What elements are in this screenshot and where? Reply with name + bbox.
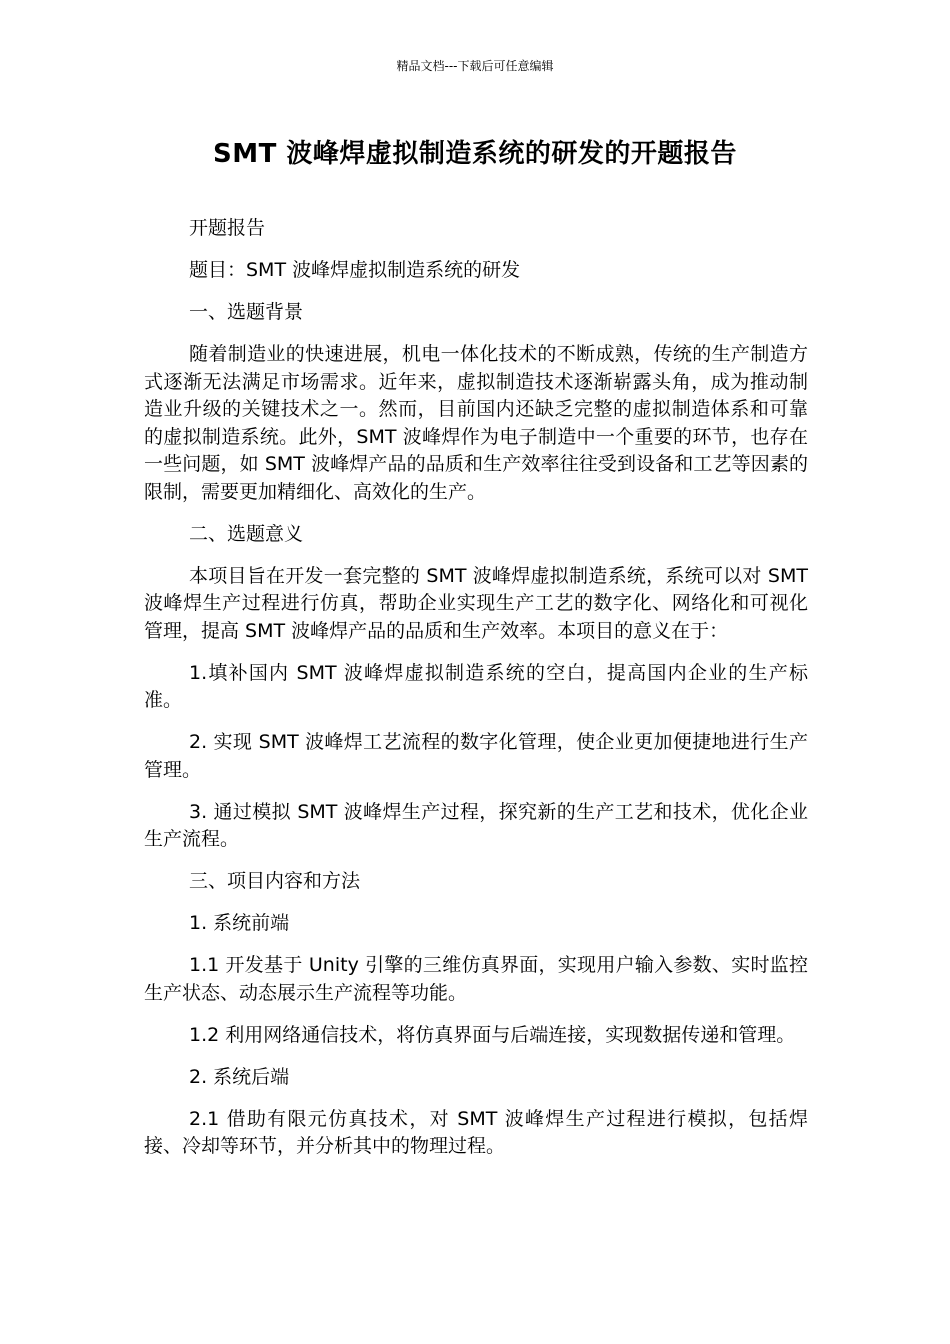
list-item-frontend-1-1: 1.1 开发基于 Unity 引擎的三维仿真界面，实现用户输入参数、实时监控生产状态、动态展示生产流程等功能。 xyxy=(144,954,808,1004)
section-heading-background: 一、选题背景 xyxy=(189,301,304,323)
list-item-significance-3: 3. 通过模拟 SMT 波峰焊生产过程，探究新的生产工艺和技术，优化企业生产流程。 xyxy=(144,800,808,850)
page-header: 精品文档---下载后可任意编辑 xyxy=(396,59,554,73)
document-body xyxy=(144,215,808,1175)
subheading-backend: 2. 系统后端 xyxy=(189,1065,290,1088)
list-item-backend-2-1: 2.1 借助有限元仿真技术，对 SMT 波峰焊生产过程进行模拟，包括焊接、冷却等环节，并分析其中的物理过程。 xyxy=(144,1107,808,1157)
list-item-significance-2: 2. 实现 SMT 波峰焊工艺流程的数字化管理，使企业更加便捷地进行生产管理。 xyxy=(144,731,808,781)
paragraph-background: 随着制造业的快速进展，机电一体化技术的不断成熟，传统的生产制造方式逐渐无法满足市场需求。近年来，虚拟制造技术逐渐崭露头角，成为推动制造业升级的关键技术之一。然而，目前国内还缺乏完整的虚拟制造体系和可靠的虚拟制造系统。此外，SMT 波峰焊作为电子制造中一个重要的环节，也存在一些问题，如 SMT 波峰焊产品的品质和生产效率往往受到设备和工艺等因素的限制，需要更加精细化、高效化的生产。 xyxy=(144,343,808,503)
list-item-frontend-1-2: 1.2 利用网络通信技术，将仿真界面与后端连接，实现数据传递和管理。 xyxy=(189,1023,796,1046)
list-item-significance-1: 1.填补国内 SMT 波峰焊虚拟制造系统的空白，提高国内企业的生产标准。 xyxy=(144,661,808,711)
paragraph-report-label: 开题报告 xyxy=(189,217,266,239)
section-heading-content-methods: 三、项目内容和方法 xyxy=(189,870,361,892)
section-heading-significance: 二、选题意义 xyxy=(189,522,304,545)
subheading-frontend: 1. 系统前端 xyxy=(189,912,290,934)
document-title: SMT 波峰焊虚拟制造系统的研发的开题报告 xyxy=(213,139,737,169)
paragraph-significance: 本项目旨在开发一套完整的 SMT 波峰焊虚拟制造系统，系统可以对 SMT 波峰焊生产过程进行仿真，帮助企业实现生产工艺的数字化、网络化和可视化管理，提高 SMT 波峰焊产品的品质和生产效率。本项目的意义在于： xyxy=(144,564,808,642)
paragraph-topic: 题目：SMT 波峰焊虚拟制造系统的研发 xyxy=(189,259,521,281)
